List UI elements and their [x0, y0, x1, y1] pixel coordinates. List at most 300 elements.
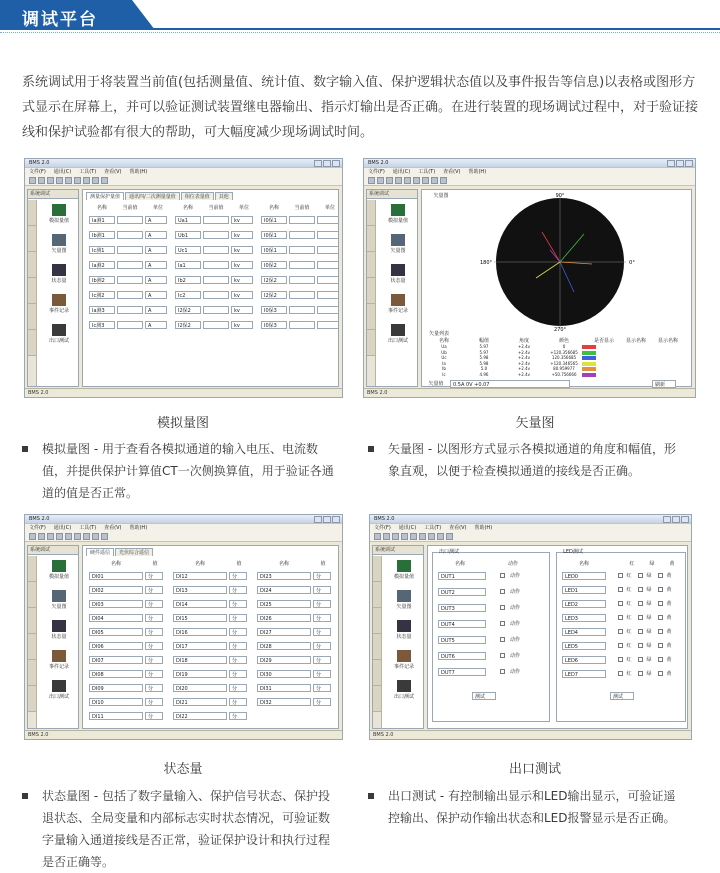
close-button[interactable]: [685, 160, 693, 167]
vertical-tab[interactable]: [367, 278, 375, 304]
nav-item-icon: [52, 234, 66, 246]
led-check-label: 黄: [666, 601, 672, 607]
status-name-cell: DI22: [173, 712, 227, 720]
menu-item-2[interactable]: 工具(T): [79, 525, 97, 531]
led-checkbox[interactable]: [638, 629, 643, 634]
color-swatch: [582, 345, 596, 349]
section-banner: [0, 0, 720, 30]
led-checkbox[interactable]: [618, 573, 623, 578]
led-check-label: 红: [626, 657, 632, 663]
led-check-label: 黄: [666, 643, 672, 649]
menu-item-1[interactable]: 通讯(C): [53, 525, 72, 531]
dout-check-label: 动作: [509, 605, 520, 611]
nav-item-4[interactable]: [385, 680, 423, 700]
vertical-tab[interactable]: [28, 660, 36, 686]
toolbar-icon[interactable]: [374, 533, 381, 540]
vector-table-header: 显示名称: [625, 338, 646, 344]
nav-item-0[interactable]: [385, 560, 423, 580]
nav-item-icon: [397, 560, 411, 572]
status-name-cell: DI17: [173, 642, 227, 650]
led-check-label: 红: [626, 643, 632, 649]
status-value-cell: 分: [229, 628, 247, 636]
menu-item-4[interactable]: 帮助(H): [468, 169, 487, 175]
led-checkbox[interactable]: [618, 629, 623, 634]
menu-item-4[interactable]: 帮助(H): [129, 169, 148, 175]
status-value-cell: 分: [313, 586, 331, 594]
nav-item-1[interactable]: [40, 590, 78, 610]
analog-name-cell: Ib测1: [89, 231, 115, 239]
toolbar-icon[interactable]: [446, 533, 453, 540]
led-check-label: 绿: [646, 657, 652, 663]
analog-name-cell: Ic测1: [89, 246, 115, 254]
menu-bar: [25, 168, 342, 176]
vertical-tab[interactable]: [373, 608, 381, 634]
menu-item-0[interactable]: 文件(F): [374, 525, 391, 531]
led-checkbox[interactable]: [638, 587, 643, 592]
analog-name-cell: I2保2: [261, 276, 287, 284]
status-name-cell: DI05: [89, 628, 143, 636]
led-checkbox[interactable]: [638, 615, 643, 620]
analog-name-cell: Ua1: [175, 216, 201, 224]
vertical-tab[interactable]: [373, 582, 381, 608]
nav-pane-title: 系统调试: [373, 546, 423, 555]
banner-dotted-rule: [0, 32, 720, 33]
vector-table-cell: +2.4v: [517, 366, 531, 371]
status-value-cell: 分: [229, 572, 247, 580]
status-value-cell: 分: [145, 572, 163, 580]
toolbar-icon[interactable]: [392, 533, 399, 540]
status-name-cell: DI08: [89, 670, 143, 678]
menu-item-4[interactable]: 帮助(H): [129, 525, 148, 531]
color-swatch: [582, 362, 596, 366]
toolbar-icon[interactable]: [56, 533, 63, 540]
toolbar-icon[interactable]: [431, 177, 438, 184]
bullet-icon: [368, 793, 374, 799]
toolbar-icon[interactable]: [368, 177, 375, 184]
nav-item-3[interactable]: [379, 294, 417, 314]
analog-name-cell: Ia测3: [89, 306, 115, 314]
vertical-tab[interactable]: [28, 278, 36, 304]
nav-item-icon: [391, 204, 405, 216]
desc-analog: [22, 438, 340, 504]
toolbar-icon[interactable]: [440, 177, 447, 184]
analog-col-header: 当前值: [208, 205, 224, 211]
dout-name-cell: DUT1: [438, 572, 486, 580]
toolbar-icon[interactable]: [38, 533, 45, 540]
nav-item-icon: [391, 234, 405, 246]
vertical-tab[interactable]: [367, 330, 375, 356]
analog-name-cell: Uc1: [175, 246, 201, 254]
desc-status-text: 状态量图 - 包括了数字量输入、保护信号状态、保护投退状态、全局变量和内部标志实时状态情况，可验证数字量输入通道接线是否正常，验证保护设计和执行过程是否正确等。: [42, 789, 331, 869]
nav-item-label: 事件记录: [393, 664, 414, 670]
led-header: 黄: [669, 561, 675, 567]
dout-name-cell: DUT5: [438, 636, 486, 644]
led-check-label: 黄: [666, 587, 672, 593]
nav-item-label: 矢量图: [51, 604, 67, 610]
analog-name-cell: Ic测2: [89, 291, 115, 299]
status-name-cell: DI26: [257, 614, 311, 622]
dout-checkbox[interactable]: [500, 669, 505, 674]
analog-value-cell: [117, 321, 143, 329]
toolbar-icon[interactable]: [428, 533, 435, 540]
minimize-button[interactable]: [314, 160, 322, 167]
menu-item-3[interactable]: 查看(V): [449, 525, 467, 531]
dout-name-cell: DUT7: [438, 668, 486, 676]
led-checkbox[interactable]: [658, 587, 663, 592]
vertical-tab[interactable]: [373, 686, 381, 712]
analog-unit-cell: [317, 261, 339, 269]
caption-output: 出口测试: [508, 762, 561, 777]
status-col-header: 名称: [194, 561, 205, 567]
toolbar-icon[interactable]: [437, 533, 444, 540]
analog-col-header: 名称: [268, 205, 279, 211]
analog-name-cell: Ia测2: [89, 261, 115, 269]
menu-item-0[interactable]: 文件(F): [29, 525, 46, 531]
analog-name-cell: I0保3: [261, 321, 287, 329]
toolbar-icon[interactable]: [47, 177, 54, 184]
led-checkbox[interactable]: [658, 601, 663, 606]
analog-unit-cell: [317, 231, 339, 239]
nav-item-label: 模拟量值: [48, 574, 69, 580]
nav-item-icon: [391, 324, 405, 336]
status-col-header: 值: [320, 561, 326, 567]
close-button[interactable]: [681, 516, 689, 523]
nav-item-label: 事件记录: [48, 308, 69, 314]
status-col-header: 名称: [110, 561, 121, 567]
nav-pane-title: 系统调试: [28, 190, 78, 199]
analog-col-header: 单位: [152, 205, 163, 211]
dout-checkbox[interactable]: [500, 589, 505, 594]
analog-value-cell: [289, 291, 315, 299]
dout-checkbox[interactable]: [500, 573, 505, 578]
vertical-tab[interactable]: [28, 582, 36, 608]
toolbar-icon[interactable]: [29, 177, 36, 184]
vertical-tab[interactable]: [373, 634, 381, 660]
toolbar-icon[interactable]: [65, 533, 72, 540]
vector-table-cell: +120.346565: [550, 360, 578, 366]
vector-table-cell: Ua: [441, 344, 447, 349]
nav-item-2[interactable]: [385, 620, 423, 640]
toolbar-icon[interactable]: [65, 177, 72, 184]
led-check-label: 绿: [646, 629, 652, 635]
toolbar-icon[interactable]: [92, 177, 99, 184]
status-value-cell: 分: [313, 600, 331, 608]
color-swatch: [582, 373, 596, 377]
maximize-button[interactable]: [676, 160, 684, 167]
analog-tab[interactable]: 相位表量值: [181, 192, 214, 200]
vertical-tab[interactable]: [28, 330, 36, 356]
nav-item-0[interactable]: [40, 204, 78, 224]
led-check-label: 黄: [666, 615, 672, 621]
toolbar-icon[interactable]: [386, 177, 393, 184]
dout-group-title: 出口测试: [438, 549, 459, 555]
vector-table-cell: 5.0: [480, 366, 488, 371]
status-value-cell: 分: [229, 642, 247, 650]
led-checkbox[interactable]: [638, 671, 643, 676]
led-check-label: 绿: [646, 615, 652, 621]
menu-item-2[interactable]: 工具(T): [418, 169, 436, 175]
nav-item-2[interactable]: [40, 620, 78, 640]
status-value-cell: 分: [229, 712, 247, 720]
analog-unit-cell: A: [145, 291, 167, 299]
led-name-cell: LED3: [562, 614, 606, 622]
toolbar-icon[interactable]: [101, 177, 108, 184]
analog-unit-cell: A: [145, 246, 167, 254]
dout-checkbox[interactable]: [500, 653, 505, 658]
vector-diagram: [424, 193, 694, 333]
toolbar-icon[interactable]: [422, 177, 429, 184]
angle-tick-label: 180°: [479, 260, 493, 266]
angle-tick-label: 90°: [555, 193, 565, 199]
vertical-tabs: [373, 556, 382, 728]
led-header: 绿: [649, 561, 655, 567]
nav-item-1[interactable]: [385, 590, 423, 610]
nav-item-0[interactable]: [40, 560, 78, 580]
toolbar-icon[interactable]: [377, 177, 384, 184]
analog-tab[interactable]: 其他: [215, 192, 233, 200]
analog-name-cell: I0保1: [261, 246, 287, 254]
dout-checkbox[interactable]: [500, 637, 505, 642]
vertical-tab[interactable]: [373, 660, 381, 686]
status-name-cell: DI20: [173, 684, 227, 692]
menu-item-1[interactable]: 通讯(C): [392, 169, 411, 175]
status-name-cell: DI13: [173, 586, 227, 594]
maximize-button[interactable]: [323, 160, 331, 167]
menu-item-3[interactable]: 查看(V): [104, 169, 122, 175]
led-checkbox[interactable]: [638, 657, 643, 662]
menu-item-1[interactable]: 通讯(C): [53, 169, 72, 175]
led-checkbox[interactable]: [658, 657, 663, 662]
vertical-tab[interactable]: [28, 608, 36, 634]
analog-value-cell: [289, 246, 315, 254]
led-checkbox[interactable]: [618, 643, 623, 648]
nav-item-1[interactable]: [379, 234, 417, 254]
led-test-button[interactable]: 测试: [610, 692, 634, 700]
nav-pane-title: 系统调试: [28, 546, 78, 555]
analog-unit-cell: [317, 321, 339, 329]
nav-item-4[interactable]: [40, 324, 78, 344]
toolbar-icon[interactable]: [29, 533, 36, 540]
nav-item-3[interactable]: [40, 650, 78, 670]
toolbar-icon[interactable]: [413, 177, 420, 184]
window-titlebar: BMS 2.0: [364, 159, 695, 168]
nav-item-2[interactable]: [379, 264, 417, 284]
analog-unit-cell: kv: [231, 321, 253, 329]
status-value-cell: 分: [145, 628, 163, 636]
led-checkbox[interactable]: [658, 615, 663, 620]
toolbar-icon[interactable]: [83, 533, 90, 540]
minimize-button[interactable]: [314, 516, 322, 523]
toolbar-icon[interactable]: [47, 533, 54, 540]
led-checkbox[interactable]: [618, 615, 623, 620]
vertical-tab[interactable]: [28, 226, 36, 252]
menu-item-3[interactable]: 查看(V): [443, 169, 461, 175]
analog-value-cell: [203, 246, 229, 254]
vector-bottom-field[interactable]: 0.5A 0V +0.07: [450, 380, 570, 388]
led-check-label: 黄: [666, 629, 672, 635]
led-checkbox[interactable]: [618, 657, 623, 662]
vertical-tab[interactable]: [28, 252, 36, 278]
nav-item-0[interactable]: [379, 204, 417, 224]
led-checkbox[interactable]: [618, 671, 623, 676]
menu-item-4[interactable]: 帮助(H): [474, 525, 493, 531]
status-value-cell: 分: [313, 698, 331, 706]
status-value-cell: 分: [313, 670, 331, 678]
status-tab[interactable]: 光伏综合遥信: [115, 548, 153, 556]
analog-unit-cell: kv: [231, 246, 253, 254]
status-tab[interactable]: 硬件遥信: [86, 548, 114, 556]
dout-checkbox[interactable]: [500, 605, 505, 610]
vertical-tab[interactable]: [367, 252, 375, 278]
toolbar-icon[interactable]: [101, 533, 108, 540]
led-name-cell: LED6: [562, 656, 606, 664]
vector-table-header: 显示名称: [657, 338, 678, 344]
vector-table-header: 幅值: [478, 338, 489, 344]
status-value-cell: 分: [145, 670, 163, 678]
analog-name-cell: I0保1: [261, 231, 287, 239]
status-bar: BMS 2.0: [364, 388, 695, 397]
vector-table-cell: 5.97: [479, 344, 489, 349]
toolbar-icon[interactable]: [404, 177, 411, 184]
status-name-cell: DI12: [173, 572, 227, 580]
caption-analog: 模拟量图: [156, 416, 209, 431]
toolbar-icon[interactable]: [410, 533, 417, 540]
vertical-tab[interactable]: [367, 200, 375, 226]
vertical-tab[interactable]: [28, 634, 36, 660]
window-controls: [314, 516, 340, 523]
vector-table-cell: +120.356685: [550, 349, 578, 355]
maximize-button[interactable]: [323, 516, 331, 523]
desc-output: [368, 785, 686, 829]
analog-value-cell: [289, 231, 315, 239]
toolbar: [25, 176, 342, 186]
analog-name-cell: Ia1: [175, 261, 201, 269]
vector-table-cell: +50.756666: [551, 371, 577, 377]
analog-unit-cell: A: [145, 321, 167, 329]
led-checkbox[interactable]: [658, 671, 663, 676]
vertical-tab[interactable]: [28, 556, 36, 582]
refresh-button[interactable]: 刷新: [652, 380, 676, 388]
analog-name-cell: I2保2: [261, 291, 287, 299]
status-col-header: 值: [236, 561, 242, 567]
toolbar-icon[interactable]: [419, 533, 426, 540]
nav-item-icon: [397, 650, 411, 662]
toolbar-icon[interactable]: [401, 533, 408, 540]
content-pane: [427, 545, 688, 729]
nav-item-3[interactable]: [40, 294, 78, 314]
minimize-button[interactable]: [667, 160, 675, 167]
status-value-cell: 分: [145, 586, 163, 594]
vertical-tab[interactable]: [367, 226, 375, 252]
dout-checkbox[interactable]: [500, 621, 505, 626]
status-name-cell: DI14: [173, 600, 227, 608]
vertical-tab[interactable]: [373, 556, 381, 582]
vector-label: 矢量图: [433, 193, 449, 199]
menu-item-0[interactable]: 文件(F): [29, 169, 46, 175]
led-checkbox[interactable]: [618, 587, 623, 592]
analog-tab[interactable]: 测量保护量值: [86, 192, 124, 200]
nav-item-icon: [52, 590, 66, 602]
analog-unit-cell: A: [145, 306, 167, 314]
toolbar-icon[interactable]: [92, 533, 99, 540]
status-bar: BMS 2.0: [370, 730, 691, 739]
toolbar-icon[interactable]: [74, 177, 81, 184]
status-value-cell: 分: [313, 656, 331, 664]
led-checkbox[interactable]: [638, 643, 643, 648]
led-name-cell: LED0: [562, 572, 606, 580]
vector-bottom-label: 矢量值: [428, 381, 444, 387]
led-checkbox[interactable]: [658, 643, 663, 648]
maximize-button[interactable]: [672, 516, 680, 523]
dout-header: 动作: [507, 561, 518, 567]
vertical-tab[interactable]: [28, 686, 36, 712]
dout-test-button[interactable]: 测试: [472, 692, 496, 700]
led-checkbox[interactable]: [658, 573, 663, 578]
analog-tab[interactable]: 通讯四/二次测量量值: [125, 192, 180, 200]
toolbar-icon[interactable]: [395, 177, 402, 184]
menu-item-2[interactable]: 工具(T): [424, 525, 442, 531]
vertical-tab[interactable]: [28, 304, 36, 330]
toolbar-icon[interactable]: [38, 177, 45, 184]
led-checkbox[interactable]: [638, 601, 643, 606]
menu-item-3[interactable]: 查看(V): [104, 525, 122, 531]
bullet-icon: [368, 446, 374, 452]
toolbar-icon[interactable]: [383, 533, 390, 540]
vector-table-header: 是否显示: [593, 338, 614, 344]
close-button[interactable]: [332, 516, 340, 523]
vector-table-cell: Uc: [441, 355, 447, 360]
nav-item-label: 矢量图: [51, 248, 67, 254]
led-checkbox[interactable]: [618, 601, 623, 606]
nav-item-2[interactable]: [40, 264, 78, 284]
nav-item-4[interactable]: [40, 680, 78, 700]
status-value-cell: 分: [145, 600, 163, 608]
nav-item-3[interactable]: [385, 650, 423, 670]
led-checkbox[interactable]: [658, 629, 663, 634]
nav-item-4[interactable]: [379, 324, 417, 344]
menu-item-1[interactable]: 通讯(C): [398, 525, 417, 531]
nav-item-icon: [391, 294, 405, 306]
vector-table-cell: 80.959977: [553, 366, 575, 371]
vertical-tab[interactable]: [367, 304, 375, 330]
toolbar-icon[interactable]: [56, 177, 63, 184]
dout-check-label: 动作: [509, 669, 520, 675]
nav-item-icon: [52, 620, 66, 632]
menu-item-0[interactable]: 文件(F): [368, 169, 385, 175]
led-header: 名称: [578, 561, 589, 567]
analog-col-header: 当前值: [294, 205, 310, 211]
status-value-cell: 分: [145, 712, 163, 720]
bullet-icon: [22, 446, 28, 452]
vertical-tabs: [28, 556, 37, 728]
angle-tick-label: 270°: [553, 327, 567, 333]
status-value-cell: 分: [313, 628, 331, 636]
analog-col-header: 当前值: [122, 205, 138, 211]
close-button[interactable]: [332, 160, 340, 167]
menu-item-2[interactable]: 工具(T): [79, 169, 97, 175]
led-checkbox[interactable]: [638, 573, 643, 578]
toolbar-icon[interactable]: [74, 533, 81, 540]
dout-name-cell: DUT6: [438, 652, 486, 660]
minimize-button[interactable]: [663, 516, 671, 523]
nav-item-1[interactable]: [40, 234, 78, 254]
status-value-cell: 分: [229, 586, 247, 594]
toolbar-icon[interactable]: [83, 177, 90, 184]
led-name-cell: LED7: [562, 670, 606, 678]
vertical-tab[interactable]: [28, 200, 36, 226]
status-screenshot: [24, 514, 343, 740]
analog-unit-cell: [317, 306, 339, 314]
